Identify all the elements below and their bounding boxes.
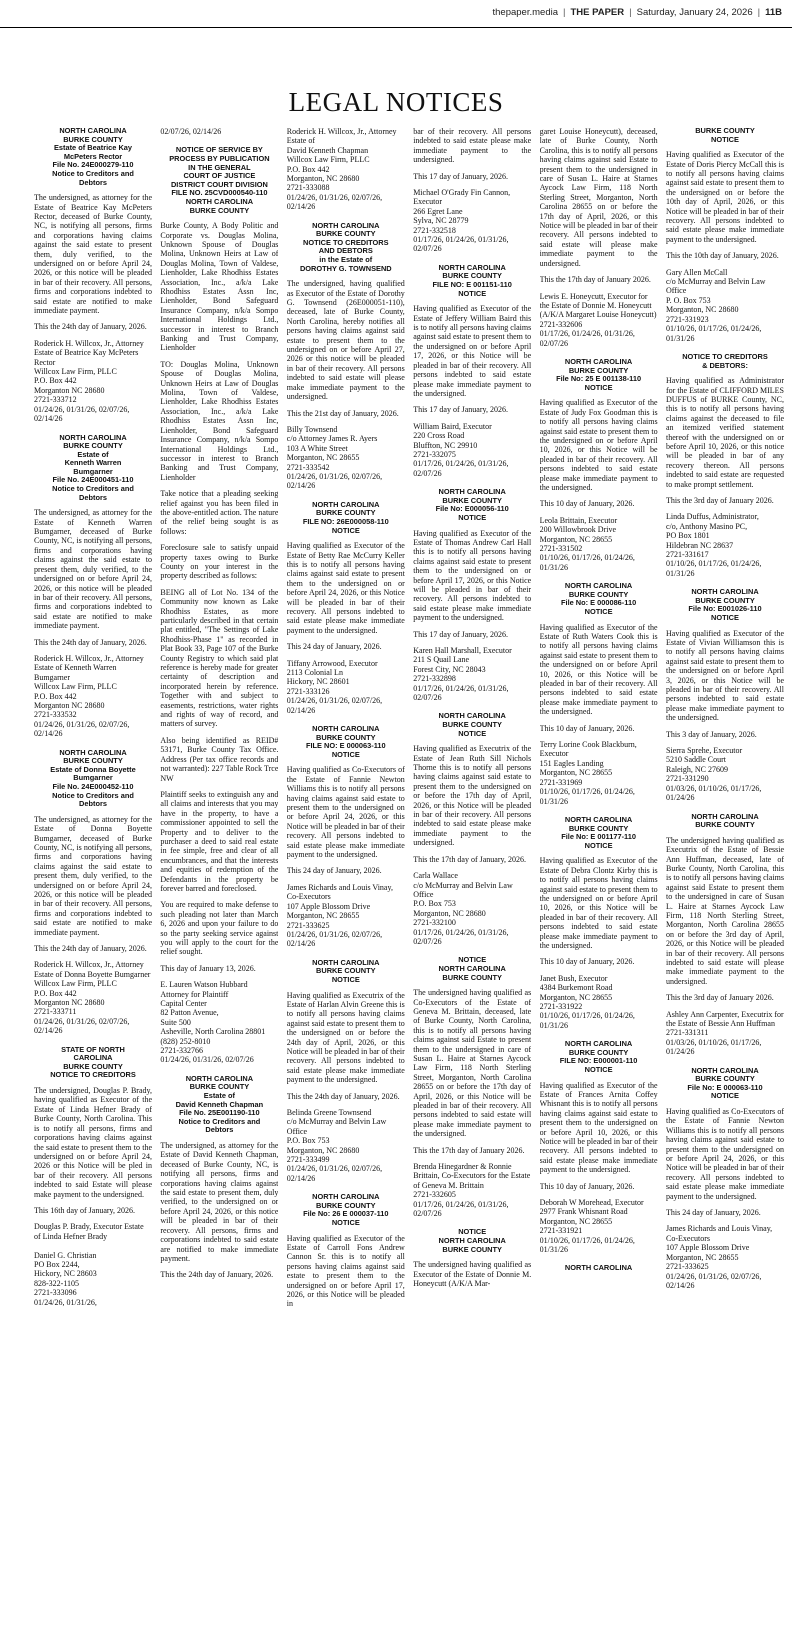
notice-heading: NORTH CAROLINA BURKE COUNTY Estate of Donna Boyette Bumgarner File No. 24E000452-110 Notice to Creditors and Debtors	[50, 747, 136, 809]
notice-paragraph: Having qualified as Executor of the Estate of Judy Fox Goodman this is to notify all persons having claims against said estate to present them to the undersigned on or before April 10, 2026, or this Notice will be pleaded in bar of their recovery. All persons indebted to said estate please make immediate payment to the undersigned.	[539, 398, 658, 492]
notice-paragraph: This 10 day of January, 2026.	[539, 499, 635, 509]
notice-paragraph: BEING all of Lot No. 134 of the Community now known as Lake Rhodhiss Estates, as more particularly described in that certain plat entitled, "The Settings of Lake Rhodhiss-Phase 1" as recorded in Plat Book 33, Page 107 of the Burke County Registry to which said plat reference is hereby made for greater certainty of description and incorporated herein by reference. Together with and subject to easements, restrictions, water rights and rights of way of record, and matters of survey.	[160, 587, 279, 729]
notice-paragraph: The undersigned, having qualified as Executor of the Estate of Dorothy G. Townsend (26E000051-110), deceased, late of Burke County, North Carolina, hereby notifies all persons having claims against said estate to present them to the undersigned on or before April 27, 2026 or this notice will be pleaded in bar of their recovery. All persons indebted to said estate will please make immediate payment to the undersigned.	[286, 279, 405, 402]
notice-heading: NORTH CAROLINA BURKE COUNTY NOTICE	[438, 711, 506, 738]
notice-paragraph: Having qualified as Executor of the Estate of Ruth Waters Cook this is to notify all persons having claims against said estate to present them to the undersigned on or before April 10, 2026, or this Notice will be pleaded in bar of their recovery. All persons indebted to said estate please make immediate payment to the undersigned.	[539, 622, 658, 717]
notice-paragraph: This the 3rd day of January 2026.	[666, 495, 774, 505]
notice-paragraph: Having qualified as Executor of the Estate of Doris Piercy McCall this is to notify all persons having claims against said estate to present them to the undersigned on or before the 10th day of April, 2026, or this Notice will be pleaded in bar of their recovery. All persons indebted to said estate please make immediate payment to the undersigned.	[666, 150, 784, 244]
notice-heading: NORTH CAROLINA BURKE COUNTY FILE NO: 26E000058-110 NOTICE	[302, 499, 389, 535]
legal-notice	[540, 582, 658, 806]
legal-notice	[287, 725, 405, 949]
legal-notice	[540, 1040, 658, 1254]
notice-signature: James Richards and Louis Vinay, Co-Executors 107 Apple Blossom Drive Morganton, NC 28655 2721-333625 01/24/26, 01/31/26, 02/07/26, 02/14/26	[286, 882, 393, 949]
notice-paragraph: Also being identified as REID# 53171, Burke County Tax Office. Address (Per tax office records and not warranted): 227 Table Rock Trce NW	[160, 735, 279, 783]
notice-heading: NOTICE NORTH CAROLINA BURKE COUNTY	[438, 1227, 506, 1254]
notice-paragraph: Having qualified as Administrator for the Estate of CLIFFORD MILES DUFFUS of BURKE County, NC, this is to notify all persons having claims against the deceased to file an itemized verified statement thereof with the undersigned on or before April 10, 2026, or this notice will be pleaded in bar of any recovery thereon. All persons indebted to said estate are requested to make prompt settlement.	[666, 376, 784, 489]
legal-notice	[666, 353, 784, 578]
notice-paragraph: Foreclosure sale to satisfy unpaid property taxes owing to Burke County on your interest in the property described as follows:	[160, 543, 279, 581]
notice-heading: NORTH CAROLINA BURKE COUNTY Estate of David Kenneth Chapman File No. 25E001190-110 Notice to Creditors and Debtors	[175, 1073, 264, 1135]
legal-notice	[666, 127, 784, 343]
notice-paragraph: This 10 day of January, 2026.	[539, 1181, 635, 1191]
notice-paragraph: Having qualified as Executor of the Estate of Frances Arnita Coffey Whisnant this is to notify all persons having claims against said estate to present them to the undersigned on or before April 10, 2026, or this Notice will be pleaded in bar of their recovery. All persons indebted to said estate please make immediate payment to the undersigned.	[539, 1080, 658, 1175]
notice-heading: NORTH CAROLINA BURKE COUNTY File No: 25 E 001138-110 NOTICE	[556, 356, 642, 392]
legal-notice	[287, 501, 405, 715]
legal-notice	[413, 712, 531, 946]
legal-notices-columns	[34, 127, 784, 1632]
notice-heading: NORTH CAROLINA BURKE COUNTY FILE NO: E 001151-110 NOTICE	[432, 262, 512, 298]
legal-notice	[160, 146, 278, 1064]
notice-signature: Roderick H. Willcox, Jr., Attorney Estate of Donna Boyette Bumgarner Willcox Law Firm, PLLC P.O. Box 442 Morganton NC 28680 2721-333711 01/24/26, 01/31/26, 02/07/26, 02/14/26	[34, 960, 151, 1036]
legal-notice	[34, 127, 152, 424]
notice-signature: Roderick H. Willcox, Jr., Attorney Estate of Kenneth Warren Bumgarner Willcox Law Firm, PLLC P.O. Box 442 Morganton NC 28680 2721-333532 01/24/26, 01/31/26, 02/07/26, 02/14/26	[34, 653, 144, 739]
notice-paragraph: Having qualified as Executrix of the Estate of Harlan Alvin Greene this is to notify all persons having claims against said estate to present them to the undersigned on or before the 24th day of April, 2026, or this Notice will be pleaded in bar of their recovery. All persons indebted to said estate please make immediate payment to the undersigned.	[286, 990, 405, 1085]
notice-heading: NORTH CAROLINA BURKE COUNTY File No: 26 E 000037-110 NOTICE	[303, 1192, 389, 1227]
notice-heading: NORTH CAROLINA BURKE COUNTY File No: E 001177-110 NOTICE	[561, 814, 636, 850]
legal-notice	[287, 959, 405, 1184]
notice-paragraph: Having qualified as Executor of the Estate of Debra Clontz Kirby this is to notify all persons having claims against said estate to present them to the undersigned on or before April 10, 2026, or this Notice will be pleaded in bar of their recovery. All persons indebted to said estate please make immediate payment to the undersigned.	[539, 856, 658, 950]
notice-paragraph: The undersigned having qualified as Executor of the Estate of Donnie M. Honeycutt (A/K/A Mar-	[413, 1260, 532, 1289]
notice-paragraph: This 16th day of January, 2026.	[34, 1205, 136, 1215]
notice-signature: Linda Duffus, Administrator, c/o, Anthony Masino PC, PO Box 1801 Hildebran NC 28637 2721-331617 01/10/26, 01/17/26, 01/24/26, 01/31/26	[666, 512, 762, 578]
notice-heading: NORTH CAROLINA BURKE COUNTY NOTICE	[312, 957, 380, 984]
notice-heading: NORTH CAROLINA BURKE COUNTY Estate of Beatrice Kay McPeters Rector File No. 24E000279-110 Notice to Creditors and Debtors	[52, 127, 134, 187]
notice-signature: Billy Townsend c/o Attorney James R. Ayers 103 A White Street Morganton, NC 28655 2721-333542 01/24/26, 01/31/26, 02/07/26, 02/14/26	[286, 424, 383, 491]
header-meta: thepaper.media | THE PAPER | Saturday, January 24, 2026 | 11B	[492, 7, 782, 18]
notice-heading: NORTH CAROLINA BURKE COUNTY File No: E001026-110 NOTICE	[688, 587, 762, 622]
notice-paragraph: This 24 day of January, 2026.	[666, 1208, 761, 1218]
notice-signature: Deborah W Morehead, Executor 2977 Frank Whisnant Road Morganton, NC 28655 2721-331921 01/10/26, 01/17/26, 01/24/26, 01/31/26	[539, 1198, 644, 1255]
notice-signature: Carla Wallace c/o McMurray and Belvin Law Office P.O. Box 753 Morganton, NC 28680 2721-332100 01/17/26, 01/24/26, 01/31/26, 02/07/26	[413, 871, 513, 946]
notice-paragraph: Having qualified as Co-Executors of the Estate of Fannie Newton Williams this is to notify all persons having claims against said estate to present them to the undersigned on or before April 24, 2026, or this Notice will be pleaded in bar of their recovery. All persons indebted to said estate please make immediate payment to the undersigned.	[286, 765, 405, 860]
legal-notice	[540, 1264, 658, 1273]
notice-paragraph: You are required to make defense to such pleading not later than March 6, 2026 and upon your failure to do so the party seeking service against you will apply to the court for the relief sought.	[160, 900, 279, 957]
notice-signature: Lewis E. Honeycutt, Executor for the Estate of Donnie M. Honeycutt (A/K/A Margaret Louise Honeycutt) 2721-332606 01/17/26, 01/24/26, 01/31/26, 02/07/26	[539, 291, 657, 348]
header-page-number: 11B	[765, 7, 782, 18]
notice-paragraph: This the 17th day of January 2026.	[413, 1145, 525, 1155]
notice-paragraph: This 17 day of January, 2026.	[413, 171, 508, 181]
notice-signature: Brenda Hinegardner & Ronnie Brittain, Co-Executors for the Estate of Geneva M. Brittain 2721-332605 01/17/26, 01/24/26, 01/31/26, 02/07/26	[413, 1162, 531, 1219]
notice-paragraph: This day of January 13, 2026.	[160, 963, 256, 973]
legal-notice	[413, 488, 531, 702]
notice-paragraph: This the 24th day of January, 2026.	[34, 637, 147, 647]
notice-heading: BURKE COUNTY NOTICE	[695, 127, 755, 144]
notice-signature: Tiffany Arrowood, Executor 2113 Colonial Ln Hickory, NC 28601 2721-333126 01/24/26, 01/31/26, 02/07/26, 02/14/26	[286, 658, 383, 715]
notice-paragraph: This 17 day of January, 2026.	[413, 405, 508, 415]
legal-notice	[413, 127, 531, 254]
notice-heading: NORTH CAROLINA BURKE COUNTY File No: E 000063-110 NOTICE	[687, 1065, 763, 1101]
page-header	[0, 0, 792, 28]
notice-paragraph: This 10 day of January, 2026.	[539, 957, 635, 967]
header-date: Saturday, January 24, 2026	[636, 7, 753, 18]
header-site: thepaper.media	[492, 7, 558, 18]
legal-notice	[666, 813, 784, 1057]
column-6	[666, 127, 784, 1632]
notice-paragraph: Having qualified as Executor of the Estate of Carroll Fons Andrew Cannon Sr. this is to notify all persons having claims against said estate to present them to the undersigned on or before April 17, 2026, or this Notice will be pleaded in	[286, 1233, 405, 1309]
notice-paragraph: Plaintiff seeks to extinguish any and all claims and interests that you may have in the property, to have a commissioner appointed to sell the Property and to deliver to the purchaser a deed to said real estate in fee simple, free and clear of all encumbrances, and that the interests and equities of redemption of the Defendants in the property be forever barred and foreclosed.	[160, 789, 279, 893]
notice-paragraph: Having qualified as Executor of the Estate of Vivian Williamson this is to notify all persons having claims against said estate to present them to the undersigned on or before April 3, 2026, or this Notice will be pleaded in bar of their recovery. All persons indebted to said estate please make immediate payment to the undersigned.	[666, 628, 784, 723]
notice-paragraph: This the 3rd day of January 2026.	[666, 993, 774, 1003]
notice-heading: NORTH CAROLINA BURKE COUNTY FILE NO: E000001-110 NOTICE	[559, 1039, 638, 1074]
section-title: LEGAL NOTICES	[288, 87, 504, 117]
notice-heading: NORTH CAROLINA BURKE COUNTY NOTICE TO CREDITORS AND DEBTORS in the Estate of DOROTHY G. TOWNSEND	[299, 220, 392, 273]
notice-signature: Michael O'Grady Fin Cannon, Executor 266 Egret Lane Sylva, NC 28779 2721-332518 01/17/26, 01/24/26, 01/31/26, 02/07/26	[413, 188, 511, 254]
notice-paragraph: This 24 day of January, 2026.	[286, 866, 382, 876]
notice-signature: Janet Bush, Executor 4384 Burkemont Road Morganton, NC 28655 2721-331922 01/10/26, 01/17/26, 01/24/26, 01/31/26	[539, 973, 635, 1030]
notice-paragraph: Having qualified as Executor of the Estate of Jeffery William Baird this is to notify all persons having claims against said estate to present them to the undersigned on or before April 17, 2026, or this Notice will be pleaded in bar of their recovery. All persons indebted to said estate please make immediate payment to the undersigned.	[413, 304, 532, 398]
legal-notice	[287, 222, 405, 491]
notice-paragraph: Having qualified as Executor of the Estate of Thomas Andrew Carl Hall this is to notify all persons having claims against said estate to present them to the undersigned on or before April 17, 2026, or this Notice will be pleaded in bar of their recovery. All persons indebted to said estate please make immediate payment to the undersigned.	[413, 528, 532, 623]
column-3	[287, 127, 405, 1632]
notice-paragraph: bar of their recovery. All persons indebted to said estate please make immediate payment to the undersigned.	[413, 127, 532, 165]
legal-notice	[160, 1075, 278, 1280]
notice-paragraph: Take notice that a pleading seeking relief against you has been filed in the above-entitled action. The nature of the relief being sought is as follows:	[160, 489, 279, 536]
legal-notice	[287, 1193, 405, 1309]
legal-notice	[666, 1067, 784, 1291]
column-5	[540, 127, 658, 1632]
notice-paragraph: This the 24th day of January, 2026.	[34, 322, 147, 332]
notice-paragraph: The undersigned, Douglas P. Brady, having qualified as Executor of the Estate of Linda Hefner Brady of Burke County, North Carolina. This is to notify all persons, firms and corporations having claims against the said estate to present them to the undersigned on or before April 24, 2026 or this Notice will be pled in bar of their recovery. All persons indebted to said Estate will please make payment to the undersigned.	[34, 1086, 152, 1199]
legal-notice	[413, 1228, 531, 1288]
legal-notice	[540, 816, 658, 1030]
notice-paragraph: Having qualified as Executrix of the Estate of Jean Ruth Sill Nichols Thorne this is to notify all persons having claims against said estate to present them to the undersigned on or before the 17th day of April, 2026, or this Notice will be pleaded in bar of their recovery. All persons indebted to said estate please make immediate payment to the undersigned.	[413, 744, 532, 848]
notice-paragraph: Having qualified as Co-Executors of the Estate of Fannie Newton Williams this is to notify all persons having claims against said estate to present them to the undersigned on or before April 24, 2026, or this Notice will be pleaded in bar of their recovery. All persons indebted to said estate please make immediate payment to the undersigned.	[666, 1107, 784, 1201]
legal-notice	[666, 588, 784, 802]
legal-notice	[34, 1046, 152, 1307]
notice-heading: NORTH CAROLINA BURKE COUNTY File No: E000056-110 NOTICE	[435, 487, 509, 522]
notice-paragraph: The undersigned, as attorney for the Estate of David Kenneth Chapman, deceased of Burke County, NC, is notifying all persons, firms and corporations having claims against the said estate to present them, duly verified, to the undersigned on or before April 24, 2026, or this notice will be pleaded in bar of their recovery. All persons, firms and corporations indebted to said estate are notified to make immediate payment.	[160, 1141, 279, 1263]
legal-notice	[34, 434, 152, 739]
column-4	[413, 127, 531, 1632]
legal-notice	[287, 127, 405, 212]
notice-signature: Terry Lorine Cook Blackburn, Executor 151 Eagles Landing Morganton, NC 28655 2721-331969 01/10/26, 01/17/26, 01/24/26, 01/31/26	[539, 740, 637, 806]
notice-paragraph: Having qualified as Executor of the Estate of Betty Rae McCurry Keller this is to notify all persons having claims against said estate to present them to the undersigned on or before April 24, 2026, or this Notice will be pleaded in bar of their recovery. All persons indebted to said estate please make immediate payment to the undersigned.	[286, 541, 405, 635]
legal-notice	[540, 358, 658, 572]
legal-notice	[34, 749, 152, 1036]
notice-paragraph: This 24 day of January, 2026.	[286, 642, 382, 652]
notice-signature: Roderick H. Willcox, Jr., Attorney Estate of Beatrice Kay McPeters Rector Willcox Law Firm, PLLC P.O. Box 442 Morganton NC 28680 2721-333712 01/24/26, 01/31/26, 02/07/26, 02/14/26	[34, 338, 144, 424]
notice-signature: Gary Allen McCall c/o McMurray and Belvin Law Office P. O. Box 753 Morganton, NC 28680 2721-331923 01/10/26, 01/17/26, 01/24/26, 01/31/26	[666, 267, 766, 343]
notice-signature: Ashley Ann Carpenter, Executrix for the Estate of Bessie Ann Huffman 2721-331311 01/03/26, 01/10/26, 01/17/26, 01/24/26	[666, 1009, 784, 1057]
header-paper-name: THE PAPER	[570, 7, 625, 18]
notice-paragraph: The undersigned, as attorney for the Estate of Beatrice Kay McPeters Rector, deceased of Burke County, NC, is notifying all persons, firms and corporations having claims against the said estate to present them, duly verified, to the undersigned on or before April 24, 2026, or this notice will be pleaded in bar of their recovery. All persons, firms and corporations indebted to said estate are notified to make immediate payment.	[34, 193, 152, 316]
notice-paragraph: This 17 day of January, 2026.	[413, 629, 508, 639]
notice-paragraph: The undersigned, as attorney for the Estate of Donna Boyette Bumgarner, deceased of Burke County, NC, is notifying all persons, firms and corporations having claims against the said estate to present them, duly verified, to the undersigned on or before April 24, 2026, or this notice will be pleaded in bar of their recovery. All persons, firms and corporations indebted to said estate are notified to make immediate payment.	[34, 814, 152, 937]
column-1	[34, 127, 152, 1632]
notice-signature: 02/07/26, 02/14/26	[160, 127, 222, 136]
notice-paragraph: This the 10th day of January, 2026.	[666, 251, 779, 261]
notice-heading: NOTICE TO CREDITORS & DEBTORS:	[682, 351, 768, 370]
notice-heading: NORTH CAROLINA	[564, 1263, 633, 1273]
notice-heading: STATE OF NORTH CAROLINA BURKE COUNTY NOTICE TO CREDITORS	[50, 1044, 136, 1080]
notice-paragraph: This the 21st day of January, 2026.	[286, 408, 399, 418]
column-2	[160, 127, 278, 1632]
notice-paragraph: This 3 day of January, 2026.	[666, 729, 757, 739]
legal-notice	[160, 127, 278, 136]
notice-heading: NORTH CAROLINA BURKE COUNTY Estate of Kenneth Warren Bumgarner File No. 24E000451-110 Notice to Creditors and Debtors	[52, 432, 134, 502]
notice-signature: Douglas P. Brady, Executor Estate of Linda Hefner Brady Daniel G. Christian PO Box 2244, Hickory, NC 28603 828-322-1105 2721-333096 01/24/26, 01/31/26,	[34, 1222, 144, 1307]
notice-paragraph: The undersigned having qualified as Executrix of the Estate of Bessie Ann Huffman, deceased, late of Burke County, North Carolina, this is to notify all persons having claims against said Estate to present them to the undersigned in care of Susan L. Haire at Starnes Aycock Law Firm, 118 North Sterling Street, Morganton, North Carolina 28655 on or before the 3rd day of April, 2026, or this Notice will be pleaded in bar of their recovery. All persons indebted to said estate will please make immediate payment to the undersigned.	[666, 835, 784, 986]
notice-signature: James Richards and Louis Vinay, Co-Executors 107 Apple Blossom Drive Morganton, NC 28655 2721-333625 01/24/26, 01/31/26, 02/07/26, 02/14/26	[666, 1224, 773, 1290]
notice-paragraph: This the 24th day of January, 2026.	[286, 1091, 400, 1101]
notice-signature: Sierra Sprehe, Executor 5210 Saddle Court Raleigh, NC 27609 2721-331290 01/03/26, 01/10/26, 01/17/26, 01/24/26	[666, 746, 762, 803]
notice-signature: Belinda Greene Townsend c/o McMurray and Belvin Law Office P.O. Box 753 Morganton, NC 28680 2721-333499 01/24/26, 01/31/26, 02/07/26, 02/14/26	[286, 1107, 387, 1183]
notice-signature: E. Lauren Watson Hubbard Attorney for Plaintiff Capital Center 82 Patton Avenue, Suite 500 Asheville, North Carolina 28801 (828) 252-8010 2721-332766 01/24/26, 01/31/26, 02/07/26	[160, 980, 266, 1065]
notice-heading: NOTICE NORTH CAROLINA BURKE COUNTY	[438, 955, 506, 982]
notice-paragraph: Burke County, A Body Politic and Corporate vs. Douglas Molina, Unknown Spouse of Douglas Molina, Unknown Heirs at Law of Douglas Molina, Town of Valdese, Lienholder, Lake Rhodhiss Estates Association, Inc., a/k/a Lake Rhodhiss Estates Assn Inc, Lienholder, Bond Safeguard Insurance Company, n/k/a Sompo International Holdings Ltd., successor in interest to Branch Banking and Trust Company, Lienholder	[160, 221, 279, 353]
notice-paragraph: This the 17th day of January 2026.	[539, 275, 651, 285]
notice-heading: NORTH CAROLINA BURKE COUNTY File No: E 000086-110 NOTICE	[561, 581, 637, 616]
notice-paragraph: This the 17th day of January, 2026.	[413, 854, 526, 864]
notice-paragraph: The undersigned having qualified as Co-Executors of the Estate of Geneva M. Brittain, deceased, late of Burke County, North Carolina, this is to notify all persons having claims against said Estate to present them to the undersigned in care of Susan L. Haire at Starnes Aycock Law Firm, 118 North Sterling Street, Morganton, North Carolina 28655 on or before the 17th day of April, 2026, or this Notice will be pleaded in bar of their recovery. All persons indebted to said estate will please make immediate payment to the undersigned.	[413, 988, 532, 1139]
notice-paragraph: This 10 day of January, 2026.	[539, 723, 635, 733]
legal-notice	[413, 264, 531, 478]
notice-signature: Leola Brittain, Executor 200 Willowbrook Drive Morganton, NC 28655 2721-331502 01/10/26, 01/17/26, 01/24/26, 01/31/26	[539, 515, 635, 572]
notice-paragraph: TO: Douglas Molina, Unknown Spouse of Douglas Molina, Unknown Heirs at Law of Douglas Molina, Town of Valdese, Lienholder, Lake Rhodhiss Estates Association, Inc., a/k/a Lake Rhodhiss Estates Assn Inc, Lienholder, Bond Safeguard Insurance Company, n/k/a Sompo International Holdings Ltd., successor in interest to Branch Banking and Trust Company, Lienholder	[160, 359, 279, 482]
notice-heading: NOTICE OF SERVICE BY PROCESS BY PUBLICATION IN THE GENERAL COURT OF JUSTICE DISTRICT COURT DIVISION FILE NO. 25CVD000540-110 NORTH CAROLINA BURKE COUNTY	[169, 145, 270, 215]
notice-paragraph: This the 24th day of January, 2026.	[34, 944, 147, 954]
notice-signature: William Baird, Executor 220 Cross Road Bluffton, NC 29910 2721-332075 01/17/26, 01/24/26, 01/31/26, 02/07/26	[413, 421, 509, 478]
notice-signature: Roderick H. Willcox, Jr., Attorney Estate of David Kenneth Chapman Willcox Law Firm, PLLC P.O. Box 442 Morganton, NC 28680 2721-333088 01/24/26, 01/31/26, 02/07/26, 02/14/26	[286, 127, 397, 212]
notice-paragraph: garet Louise Honeycutt), deceased, late of Burke County, North Carolina, this is to notify all persons having claims against said Estate to present them to the undersigned in care of Susan L. Haire at Starnes Aycock Law Firm, 118 North Sterling Street, Morganton, North Carolina 28655 on or before the 17th day of April, 2026, or this Notice will be pleaded in bar of their recovery. All persons indebted to said estate will please make immediate payment to the undersigned.	[539, 127, 658, 268]
notice-paragraph: This the 24th day of January, 2026.	[160, 1270, 274, 1280]
notice-paragraph: The undersigned, as attorney for the Estate of Kenneth Warren Bumgarner, deceased of Burke County, NC, is notifying all persons, firms and corporations having claims against the said estate to present them, duly verified, to the undersigned on or before April 24, 2026, or this notice will be pleaded in bar of their recovery. All persons, firms and corporations indebted to said estate are notified to make immediate payment.	[34, 508, 152, 631]
notice-heading: NORTH CAROLINA BURKE COUNTY FILE NO: E 000063-110 NOTICE	[305, 724, 386, 759]
notice-signature: Karen Hall Marshall, Executor 211 S Quail Lane Forest City, NC 28043 2721-332898 01/17/26, 01/24/26, 01/31/26, 02/07/26	[413, 646, 512, 703]
notice-heading: NORTH CAROLINA BURKE COUNTY	[691, 811, 759, 830]
legal-notice	[540, 127, 658, 348]
legal-notice	[413, 956, 531, 1218]
